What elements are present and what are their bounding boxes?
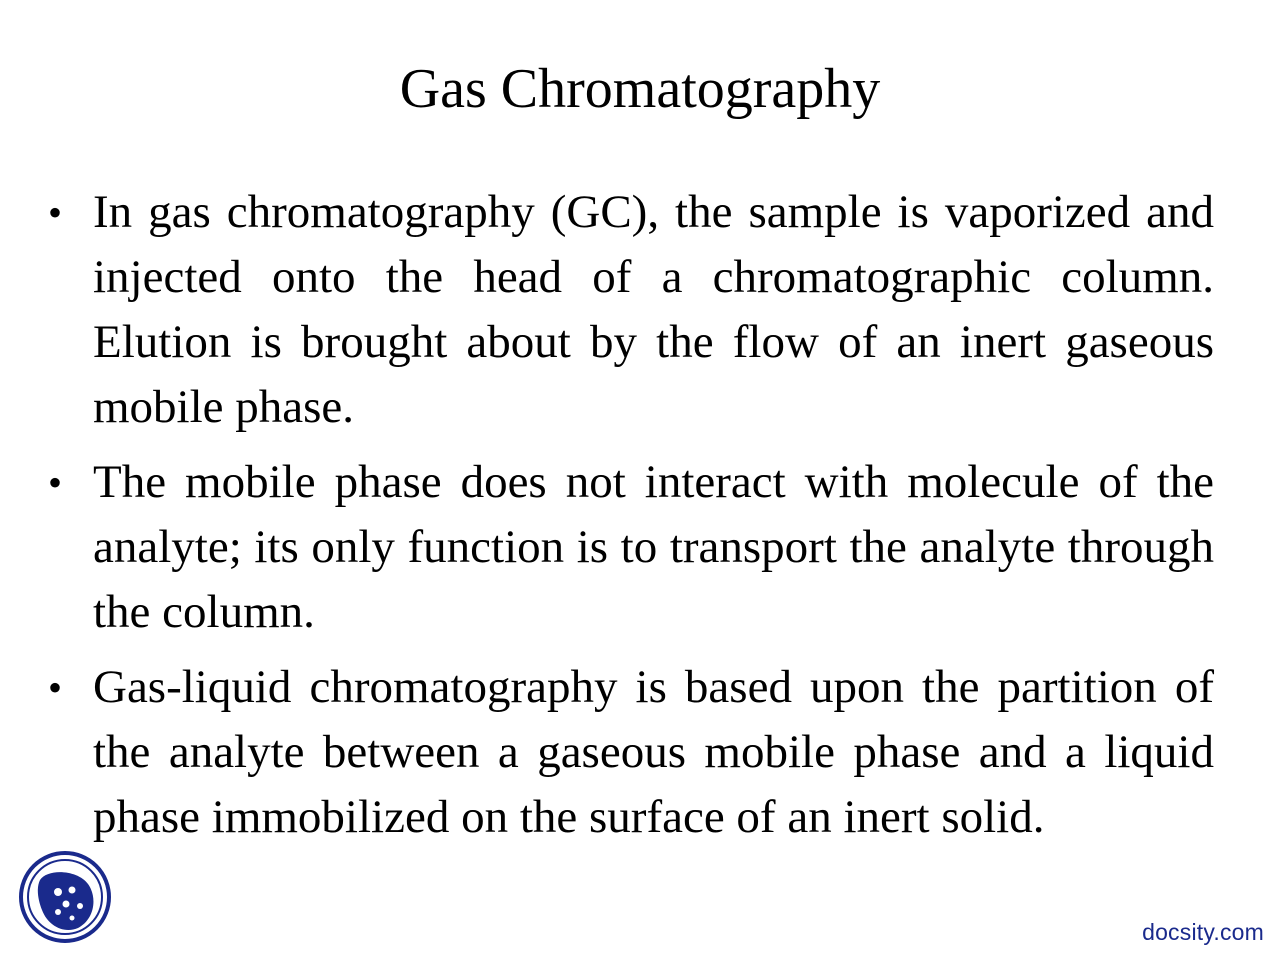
bullet-dot: • — [47, 190, 62, 235]
slide-title: Gas Chromatography — [399, 58, 881, 120]
bullet-text-1: In gas chromatography (GC), the sample is vaporized and injected onto the head of a chromatographic column. Elution is brought about by the flow of an inert gaseous mobile phase. — [93, 186, 1214, 433]
bullet-item-3 — [40, 655, 1214, 850]
bullet-dot: • — [47, 460, 62, 505]
docsity-logo-icon — [18, 850, 112, 944]
bullet-list — [40, 180, 1214, 860]
bullet-item-2 — [40, 450, 1214, 645]
bullet-dot: • — [47, 665, 62, 710]
bullet-text-2: The mobile phase does not interact with molecule of the analyte; its only function is to transport the analyte through the column. — [93, 456, 1214, 638]
docsity-watermark[interactable]: docsity.com — [1142, 919, 1264, 945]
bullet-text-3: Gas-liquid chromatography is based upon the partition of the analyte between a gaseous mobile phase and a liquid phase immobilized on the surface of an inert solid. — [93, 661, 1214, 843]
bullet-item-1 — [40, 180, 1214, 440]
